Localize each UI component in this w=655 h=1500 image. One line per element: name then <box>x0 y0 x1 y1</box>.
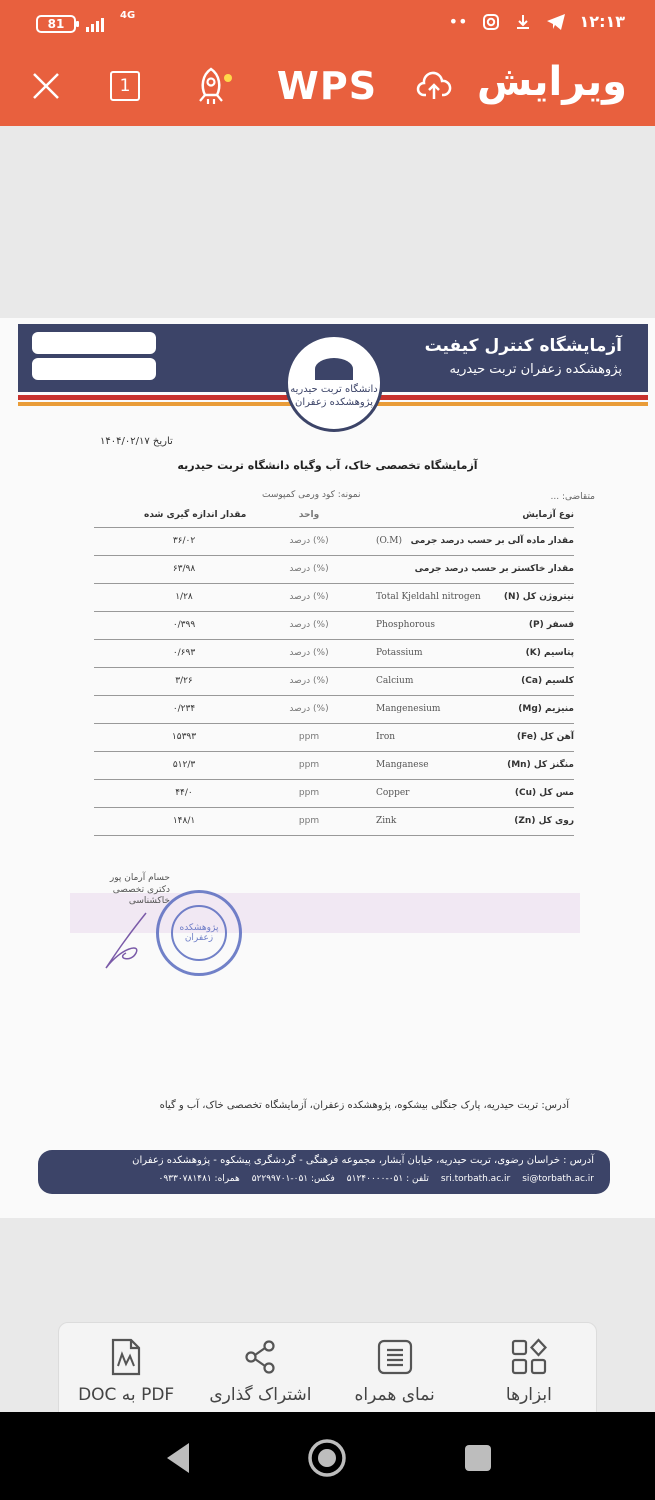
cell-test: مقدار خاکستر بر حسب درصد جرمی <box>414 564 574 574</box>
dots-icon: •• <box>448 12 468 31</box>
redacted-block <box>32 358 156 380</box>
table-row <box>94 724 574 752</box>
cell-english: Iron <box>376 732 396 742</box>
cell-value: ۳۶/۰۲ <box>172 536 196 546</box>
table-row <box>94 528 574 556</box>
telegram-icon <box>546 13 566 31</box>
sample-label: نمونه: کود ورمی کمپوست <box>262 490 361 500</box>
cell-unit: درصد (%) <box>289 536 329 546</box>
cell-value: ۰/۶۹۳ <box>172 648 196 658</box>
cell-unit: ppm <box>298 732 320 742</box>
tab-count: 1 <box>110 71 140 101</box>
pdf-to-doc-label: PDF به DOC <box>78 1385 175 1405</box>
handwritten-signature-icon <box>96 908 156 978</box>
table-row <box>94 640 574 668</box>
footer-phone: تلفن : ۰۵۱-۵۱۲۴۰۰۰۰ <box>346 1174 429 1184</box>
footer-fax: فکس: ۰۵۱-۵۲۲۹۹۷۰۱ <box>251 1174 335 1184</box>
cloud-upload-icon <box>416 71 452 101</box>
cell-unit: درصد (%) <box>289 648 329 658</box>
home-icon <box>307 1438 347 1478</box>
stamp-inner: پژوهشکده زعفران <box>171 905 227 961</box>
signal-icon <box>86 14 104 32</box>
status-icons <box>449 12 625 31</box>
document-date: تاریخ ۱۴۰۴/۰۲/۱۷ <box>100 436 173 447</box>
cell-unit: درصد (%) <box>289 592 329 602</box>
document-page[interactable] <box>0 318 655 1218</box>
network-type: 4G <box>120 10 136 21</box>
notification-dot <box>224 74 232 82</box>
close-icon <box>31 71 61 101</box>
footer-email: si@torbath.ac.ir <box>522 1174 594 1184</box>
share-label: اشتراک گذاری <box>209 1385 312 1405</box>
seal-emblem-icon <box>315 358 353 380</box>
cell-unit: ppm <box>298 788 320 798</box>
cell-test: مس کل (Cu) <box>514 788 574 798</box>
tools-label: ابزارها <box>505 1385 552 1405</box>
document-footer <box>38 1150 610 1194</box>
cell-english: Copper <box>376 788 410 798</box>
instagram-icon <box>482 13 500 31</box>
table-row <box>94 752 574 780</box>
seal-line2: پژوهشکده زعفران <box>295 396 374 408</box>
cell-value: ۰/۳۹۹ <box>172 620 196 630</box>
footer-site: sri.torbath.ac.ir <box>440 1174 511 1184</box>
back-button[interactable] <box>158 1438 198 1478</box>
cell-test: نیتروژن کل (N) <box>503 592 574 602</box>
top-toolbar <box>0 48 655 126</box>
table-header <box>94 508 574 528</box>
header-value: مقدار اندازه گیری شده <box>144 510 247 520</box>
cell-english: Phosphorous <box>376 620 436 630</box>
share-icon <box>242 1339 278 1375</box>
cell-value: ۴۴/۰ <box>175 788 193 798</box>
mobile-view-icon <box>377 1339 413 1375</box>
cell-test: منگنز کل (Mn) <box>507 760 574 770</box>
document-title: آزمایشگاه تخصصی خاک، آب وگیاه دانشگاه تربت حیدریه <box>177 459 478 472</box>
tools-button[interactable] <box>462 1323 596 1415</box>
header-test: نوع آزمایش <box>522 510 574 520</box>
download-icon <box>514 13 532 31</box>
clock: ۱۲:۱۳ <box>579 12 625 31</box>
university-seal <box>285 334 383 432</box>
results-table <box>94 508 574 836</box>
pdf-to-doc-button[interactable] <box>59 1323 193 1415</box>
table-row <box>94 556 574 584</box>
cloud-upload-button[interactable] <box>412 66 456 106</box>
rocket-icon <box>194 67 228 105</box>
cell-english: Potassium <box>376 648 423 658</box>
cell-value: ۶۳/۹۸ <box>172 564 196 574</box>
pdf-file-icon <box>109 1338 143 1376</box>
cell-unit: درصد (%) <box>289 676 329 686</box>
home-button[interactable] <box>307 1438 347 1478</box>
edit-title[interactable]: ویرایش <box>476 59 627 105</box>
cell-test: آهن کل (Fe) <box>516 732 574 742</box>
table-row <box>94 668 574 696</box>
lab-subtitle: پژوهشکده زعفران تربت حیدریه <box>449 362 622 377</box>
recents-button[interactable] <box>458 1438 498 1478</box>
cell-value: ۱۵۳۹۳ <box>171 732 197 742</box>
cell-value: ۰/۲۳۴ <box>172 704 196 714</box>
cell-english: Manganese <box>376 760 429 770</box>
table-row <box>94 780 574 808</box>
cell-test: فسفر (P) <box>528 620 574 630</box>
cell-test: منیزیم (Mg) <box>518 704 574 714</box>
cell-english: Total Kjeldahl nitrogen <box>376 592 481 602</box>
cell-english: Calcium <box>376 676 414 686</box>
close-button[interactable] <box>26 66 66 106</box>
customer-label: متقاضی: ... <box>550 492 595 502</box>
signature-role: دکتری تخصصی خاکشناسی <box>112 884 170 907</box>
footer-address: آدرس : خراسان رضوی، تربت حیدریه، خیابان آبشار، مجموعه فرهنگی - گردشگری پیشکوه - پژوهشکده زعفران <box>132 1155 594 1166</box>
cell-unit: درصد (%) <box>289 704 329 714</box>
cell-value: ۵۱۲/۳ <box>172 760 196 770</box>
redacted-block <box>32 332 156 354</box>
status-bar <box>0 0 655 48</box>
signature-name: حسام آرمان پور <box>109 873 170 883</box>
address-line: آدرس: تربت حیدریه، پارک جنگلی بیشکوه، پژوهشکده زعفران، آزمایشگاه تخصصی خاک، آب و گیاه <box>159 1100 569 1111</box>
system-nav-bar <box>0 1412 655 1500</box>
table-row <box>94 808 574 836</box>
cell-english: (O.M) <box>376 536 402 546</box>
battery-indicator: 81 <box>36 15 76 33</box>
lab-title: آزمایشگاه کنترل کیفیت <box>424 336 622 356</box>
bottom-tool-panel <box>58 1322 597 1416</box>
cell-unit: درصد (%) <box>289 620 329 630</box>
cell-test: مقدار ماده آلی بر حسب درصد جرمی <box>410 536 574 546</box>
recents-icon <box>463 1443 493 1473</box>
mobile-view-label: نمای همراه <box>354 1385 435 1405</box>
cell-english: Mangenesium <box>376 704 441 714</box>
seal-line1: دانشگاه تربت حیدریه <box>290 383 378 395</box>
cell-value: ۱۴۸/۱ <box>172 816 196 826</box>
official-stamp <box>156 890 242 976</box>
cell-test: کلسیم (Ca) <box>521 676 574 686</box>
cell-unit: ppm <box>298 816 320 826</box>
cell-english: Zink <box>376 816 397 826</box>
share-button[interactable] <box>193 1323 327 1415</box>
tab-count-button[interactable] <box>108 66 142 106</box>
wps-logo: WPS <box>276 64 378 108</box>
apps-grid-icon <box>510 1338 548 1376</box>
footer-mobile: همراه: ۰۹۳۳۰۷۸۱۴۸۱ <box>158 1174 240 1184</box>
footer-contacts <box>158 1174 594 1184</box>
header-unit: واحد <box>298 510 320 520</box>
cell-unit: درصد (%) <box>289 564 329 574</box>
back-icon <box>163 1441 193 1475</box>
table-row <box>94 612 574 640</box>
rocket-button[interactable] <box>188 66 234 106</box>
cell-test: پتاسیم (K) <box>525 648 574 658</box>
mobile-view-button[interactable] <box>328 1323 462 1415</box>
cell-test: روی کل (Zn) <box>514 816 574 826</box>
table-row <box>94 584 574 612</box>
cell-unit: ppm <box>298 760 320 770</box>
cell-value: ۳/۲۶ <box>175 676 193 686</box>
cell-value: ۱/۲۸ <box>175 592 193 602</box>
signature-block <box>90 873 170 908</box>
table-row <box>94 696 574 724</box>
